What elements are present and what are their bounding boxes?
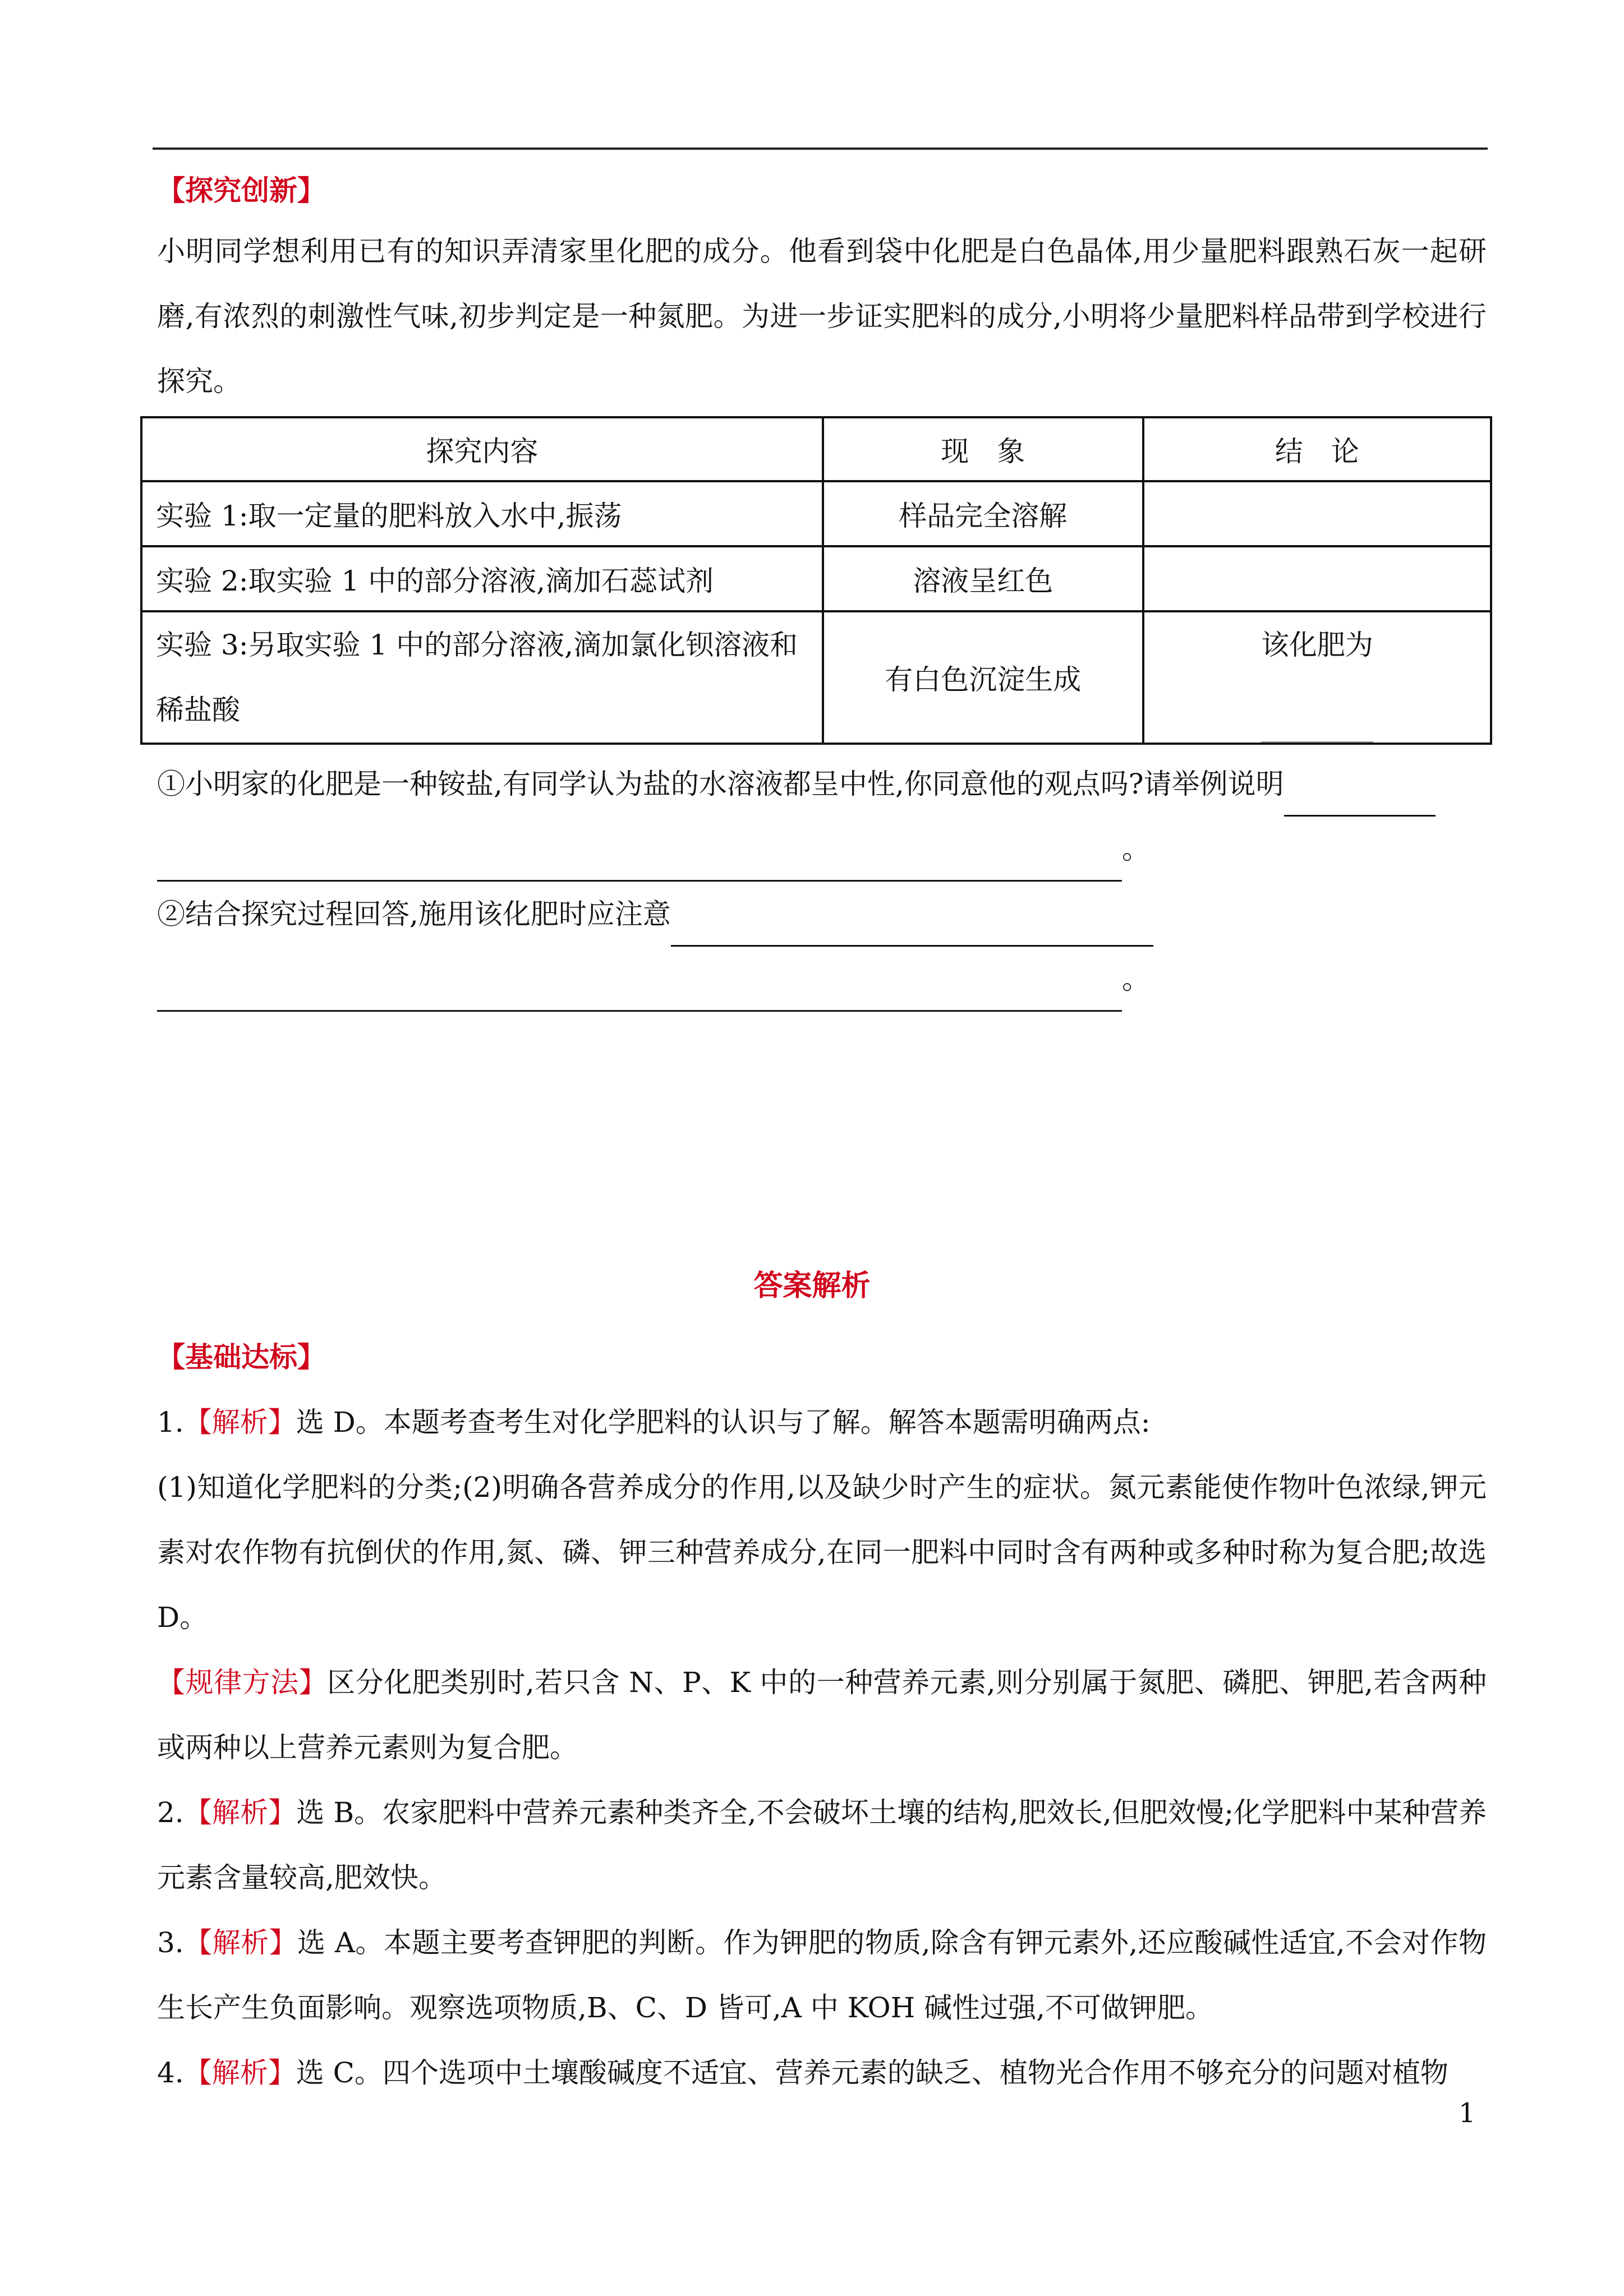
answer-blank-1b[interactable] xyxy=(157,847,1122,882)
questions-section xyxy=(157,751,1487,1012)
table-header-row xyxy=(141,417,1491,481)
table-cell-content: 实验 1:取一定量的肥料放入水中,振荡 xyxy=(141,481,823,546)
question-2 xyxy=(157,882,1487,947)
analysis-tag: 【解析】 xyxy=(183,1406,296,1439)
page-number: 1 xyxy=(1459,2097,1476,2129)
answer-number: 2. xyxy=(157,1796,184,1829)
table-cell-phenomenon: 溶液呈红色 xyxy=(823,546,1143,611)
answer-1-body: (1)知道化学肥料的分类;(2)明确各营养成分的作用,以及缺少时产生的症状。氮元素能使作物叶色浓绿,钾元素对农作物有抗倒伏的作用,氮、磷、钾三种营养成分,在同一肥料中同时含有两种或多种时称为复合肥;故选 D。 xyxy=(157,1471,1487,1634)
answer-number: 4. xyxy=(157,2057,184,2089)
method-note xyxy=(157,1650,1487,1780)
analysis-tag: 【解析】 xyxy=(183,1926,298,1959)
answer-text: 选 A。本题主要考查钾肥的判断。作为钾肥的物质,除含有钾元素外,还应酸碱性适宜,不会对作物生长产生负面影响。观察选项物质,B、C、D 皆可,A 中 KOH 碱性过强,不可做钾肥。 xyxy=(157,1926,1487,2024)
question-2-cont xyxy=(157,947,1487,1012)
table-cell-phenomenon: 有白色沉淀生成 xyxy=(823,611,1143,744)
question-1 xyxy=(157,751,1487,817)
answer-4 xyxy=(157,2040,1487,2105)
conclusion-label: 该化肥为 xyxy=(1260,629,1373,661)
question-1-end: 。 xyxy=(1122,833,1150,865)
analysis-tag: 【解析】 xyxy=(183,2057,296,2089)
table-cell-content: 实验 3:另取实验 1 中的部分溶液,滴加氯化钡溶液和稀盐酸 xyxy=(141,611,823,744)
table-cell-conclusion xyxy=(1143,481,1491,546)
table-row xyxy=(141,481,1491,546)
header-rule xyxy=(153,147,1488,150)
answer-text: 选 B。农家肥料中营养元素种类齐全,不会破坏土壤的结构,肥效长,但肥效慢;化学肥料中某种营养元素含量较高,肥效快。 xyxy=(157,1796,1487,1894)
explore-intro: 小明同学想利用已有的知识弄清家里化肥的成分。他看到袋中化肥是白色晶体,用少量肥料跟熟石灰一起研磨,有浓烈的刺激性气味,初步判定是一种氮肥。为进一步证实肥料的成分,小明将少量肥料样品带到学校进行探究。 xyxy=(157,235,1487,398)
answer-number: 3. xyxy=(157,1926,184,1959)
answers-title: 答案解析 xyxy=(753,1269,871,1303)
table-header: 结 论 xyxy=(1143,417,1491,481)
table-cell-content: 实验 2:取实验 1 中的部分溶液,滴加石蕊试剂 xyxy=(141,546,823,611)
table-cell-conclusion xyxy=(1143,611,1491,744)
conclusion-blank[interactable] xyxy=(1261,713,1373,743)
table-cell-conclusion xyxy=(1143,546,1491,611)
answer-3 xyxy=(157,1910,1487,2040)
experiment-table xyxy=(140,416,1492,745)
analysis-tag: 【解析】 xyxy=(183,1796,297,1829)
answer-1 xyxy=(157,1390,1487,1455)
answer-text: 选 C。四个选项中土壤酸碱度不适宜、营养元素的缺乏、植物光合作用不够充分的问题对植物 xyxy=(296,2057,1448,2089)
question-2-text: ②结合探究过程回答,施用该化肥时应注意 xyxy=(157,898,671,930)
answer-blank-1a[interactable] xyxy=(1284,782,1436,817)
table-cell-phenomenon: 样品完全溶解 xyxy=(823,481,1143,546)
question-2-end: 。 xyxy=(1122,963,1150,995)
answer-number: 1. xyxy=(157,1406,184,1439)
table-row xyxy=(141,611,1491,744)
answer-2 xyxy=(157,1780,1487,1910)
explore-section xyxy=(157,168,1487,414)
answers-section xyxy=(157,1335,1487,2105)
method-text: 区分化肥类别时,若只含 N、P、K 中的一种营养元素,则分别属于氮肥、磷肥、钾肥,若含两种或两种以上营养元素则为复合肥。 xyxy=(157,1666,1487,1764)
table-header: 探究内容 xyxy=(141,417,823,481)
table-row xyxy=(141,546,1491,611)
answer-blank-2b[interactable] xyxy=(157,978,1122,1012)
answer-blank-2a[interactable] xyxy=(671,912,1153,947)
explore-heading: 【探究创新】 xyxy=(157,174,325,207)
answer-text: 选 D。本题考查考生对化学肥料的认识与了解。解答本题需明确两点: xyxy=(296,1406,1151,1439)
question-1-cont xyxy=(157,817,1487,882)
method-tag: 【规律方法】 xyxy=(157,1666,328,1699)
answers-section-heading: 【基础达标】 xyxy=(157,1341,325,1373)
question-1-text: ①小明家的化肥是一种铵盐,有同学认为盐的水溶液都呈中性,你同意他的观点吗?请举例说明 xyxy=(157,768,1284,800)
table-header: 现 象 xyxy=(823,417,1143,481)
